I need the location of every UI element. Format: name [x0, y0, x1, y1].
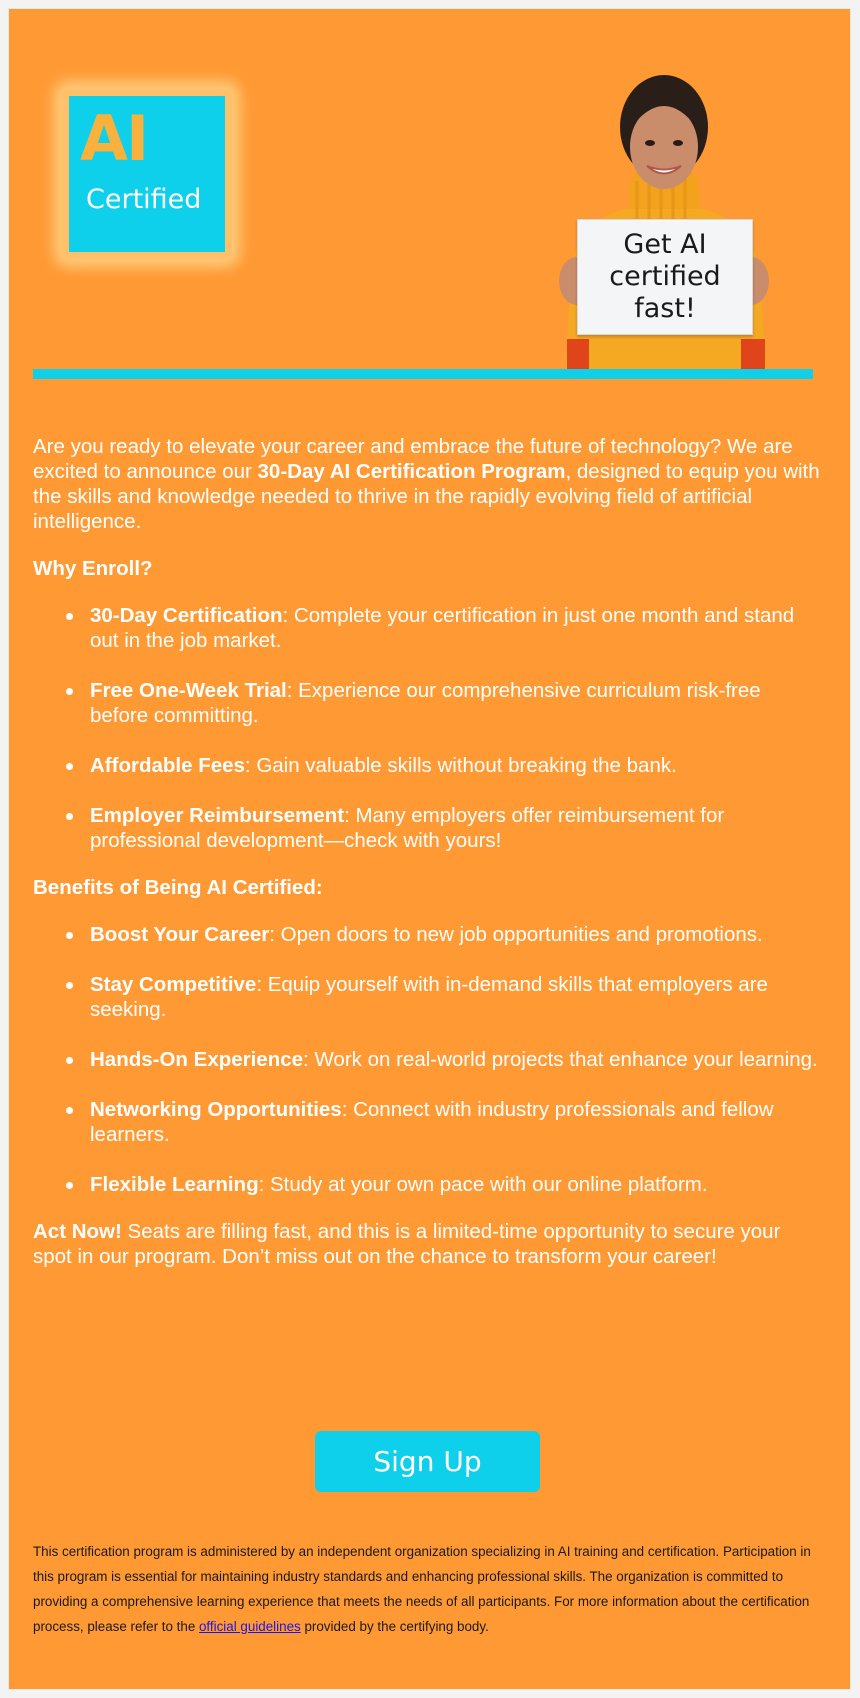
email-body [8, 8, 851, 1690]
benefits-heading: Benefits of Being AI Certified: [33, 876, 323, 899]
hero-sign [577, 219, 753, 335]
list-item-text: : Work on real-world projects that enhance your learning. [303, 1048, 818, 1071]
ai-certified-logo [69, 96, 225, 252]
list-item-text: : Many employers offer reimbursement for professional development—check with yours! [90, 804, 725, 852]
why-enroll-list [33, 603, 823, 853]
list-item [90, 1172, 823, 1197]
list-item-text: : Experience our comprehensive curriculum risk-free before committing. [90, 679, 761, 727]
list-item [90, 803, 823, 853]
hero-image [537, 69, 791, 377]
logo-ai-text: AI [80, 102, 148, 175]
official-guidelines-link[interactable]: official guidelines [198, 1619, 301, 1634]
cta-text: Seats are filling fast, and this is a limited-time opportunity to secure your spot in our program. Don’t miss out on the chance to transform your career! [33, 1220, 781, 1268]
list-item [90, 972, 823, 1022]
list-item-title: Free One-Week Trial [90, 679, 287, 702]
footer-text-start: This certification program is administered by an independent organization specializing in AI training and certification. Participation in this program is essential for maintaining industry standards and enhancing professional skills. The organization is committed to providing a comprehensive learning experience that meets the needs of all participants. For more information about the certification process, please refer to the [33, 1544, 811, 1634]
list-item-text: : Equip yourself with in-demand skills that employers are seeking. [90, 973, 768, 1021]
footer-disclaimer [33, 1539, 823, 1639]
list-item-title: Networking Opportunities [90, 1098, 342, 1121]
intro-text-end: , designed to equip you with the skills and knowledge needed to thrive in the rapidly evolving field of artificial intelligence. [33, 460, 820, 533]
hero-sign-text: Get AI certified fast! [609, 229, 721, 324]
list-item [90, 1097, 823, 1147]
list-item [90, 678, 823, 728]
list-item-text: : Study at your own pace with our online platform. [258, 1173, 708, 1196]
intro-paragraph [33, 434, 823, 534]
list-item-text: : Open doors to new job opportunities and promotions. [269, 923, 763, 946]
cta-bold: Act Now! [33, 1220, 122, 1243]
list-item-text: : Gain valuable skills without breaking the bank. [244, 754, 677, 777]
header-divider [33, 369, 813, 379]
logo-certified-text: Certified [86, 184, 202, 215]
list-item-title: 30-Day Certification [90, 604, 283, 627]
list-item-text: : Complete your certification in just one month and stand out in the job market. [90, 604, 795, 652]
sign-up-button[interactable]: Sign Up [315, 1431, 540, 1492]
list-item [90, 603, 823, 653]
list-item [90, 753, 823, 778]
intro-text-start: Are you ready to elevate your career and embrace the future of technology? We are excited to announce our [33, 435, 793, 483]
list-item-title: Employer Reimbursement [90, 804, 345, 827]
list-item [90, 1047, 823, 1072]
list-item-title: Hands-On Experience [90, 1048, 304, 1071]
list-item-title: Stay Competitive [90, 973, 257, 996]
main-content [33, 434, 823, 1269]
benefits-list [33, 922, 823, 1197]
program-name: 30-Day AI Certification Program [257, 460, 566, 483]
list-item-title: Flexible Learning [90, 1173, 259, 1196]
why-enroll-heading: Why Enroll? [33, 557, 153, 580]
footer-text-end: provided by the certifying body. [300, 1619, 489, 1634]
list-item-text: : Connect with industry professionals and fellow learners. [90, 1098, 774, 1146]
cta-paragraph [33, 1219, 823, 1269]
list-item-title: Affordable Fees [90, 754, 245, 777]
list-item [90, 922, 823, 947]
list-item-title: Boost Your Career [90, 923, 270, 946]
